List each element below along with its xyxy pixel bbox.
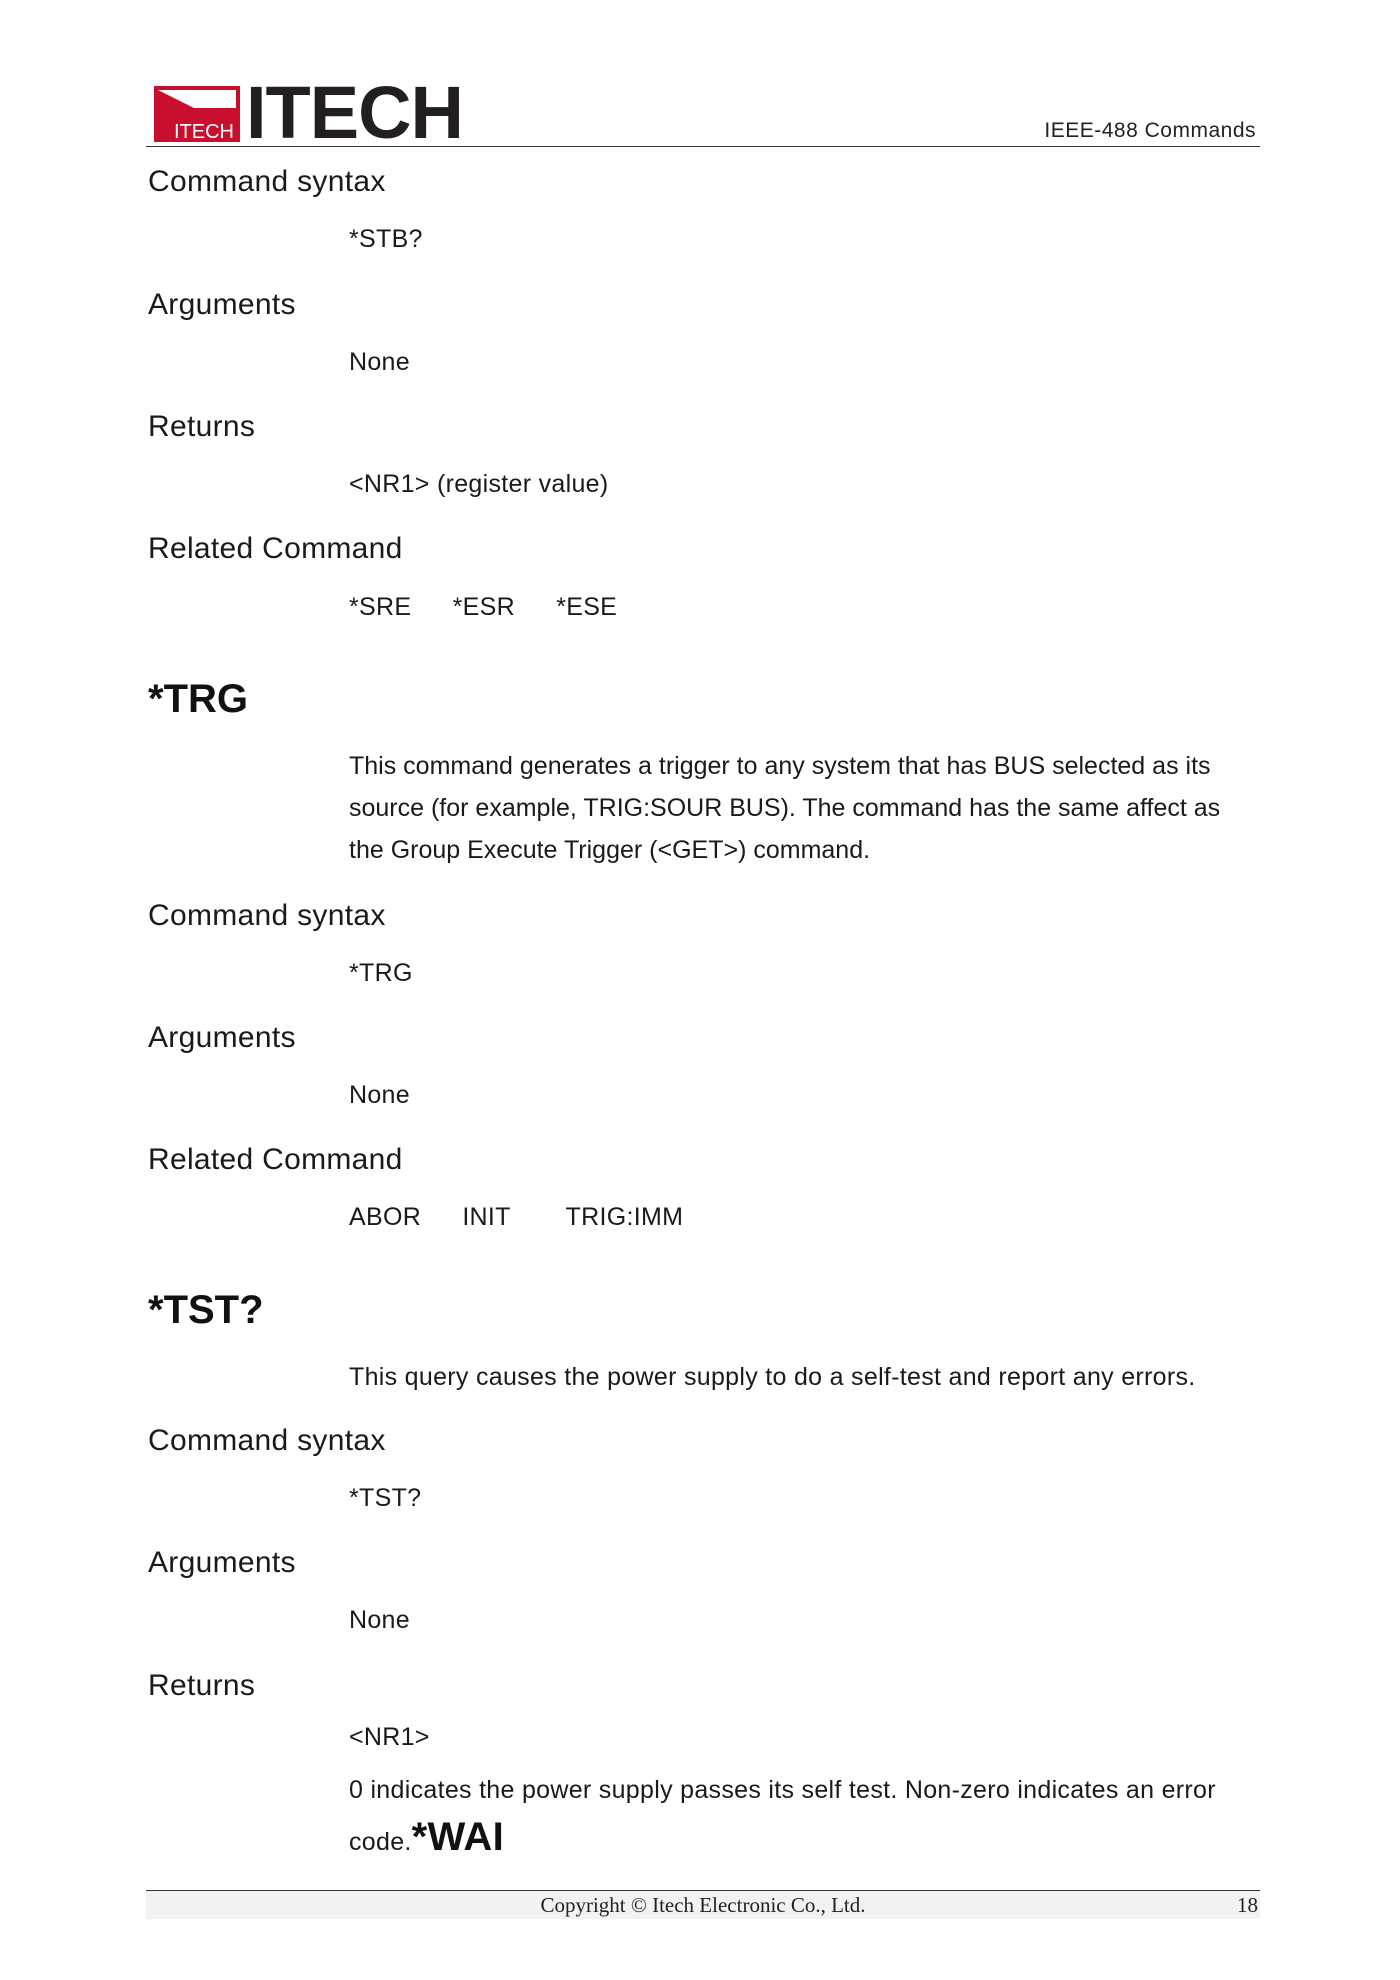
trg-related-label: Related Command xyxy=(148,1143,403,1176)
tst-returns-note xyxy=(349,1776,1269,1860)
stb-arguments-label: Arguments xyxy=(148,288,296,321)
stb-related-label: Related Command xyxy=(148,532,403,565)
tst-syntax: *TST? xyxy=(349,1484,422,1512)
wai-title: *WAI xyxy=(411,1815,504,1859)
related-command: ABOR xyxy=(349,1203,422,1231)
footer-copyright: Copyright © Itech Electronic Co., Ltd. xyxy=(540,1893,866,1917)
stb-syntax: *STB? xyxy=(349,225,423,253)
stb-syntax-label: Command syntax xyxy=(148,165,386,198)
related-command: *ESR xyxy=(452,593,515,621)
tst-returns-note-line xyxy=(349,1815,1269,1860)
trg-title: *TRG xyxy=(148,677,248,721)
trg-syntax-label: Command syntax xyxy=(148,899,386,932)
tst-returns: <NR1> xyxy=(349,1723,430,1751)
logo-badge-text: ITECH xyxy=(174,121,234,142)
page-header xyxy=(146,71,1260,154)
trg-syntax: *TRG xyxy=(349,959,413,987)
trg-related-list xyxy=(349,1203,683,1232)
tst-returns-label: Returns xyxy=(148,1669,256,1702)
trg-description-line: source (for example, TRIG:SOUR BUS). The command has the same affect as xyxy=(349,794,1221,822)
page-number: 18 xyxy=(1237,1893,1258,1917)
page-footer xyxy=(146,1890,1260,1919)
tst-arguments: None xyxy=(349,1606,410,1634)
stb-arguments: None xyxy=(349,348,410,376)
related-command: TRIG:IMM xyxy=(565,1203,684,1231)
logo-wordmark: ITECH xyxy=(246,71,463,154)
tst-returns-note-line: 0 indicates the power supply passes its self test. Non-zero indicates an error xyxy=(349,1776,1216,1804)
trg-description-line: This command generates a trigger to any system that has BUS selected as its xyxy=(349,752,1211,780)
related-command: *ESE xyxy=(556,593,618,621)
tst-returns-note-end: code. xyxy=(349,1828,412,1856)
stb-returns: <NR1> (register value) xyxy=(349,470,609,498)
header-section-title: IEEE-488 Commands xyxy=(1044,119,1256,142)
itech-logo-icon xyxy=(154,86,240,142)
trg-description xyxy=(349,745,1269,871)
trg-arguments: None xyxy=(349,1081,410,1109)
related-command: INIT xyxy=(462,1203,511,1231)
tst-syntax-label: Command syntax xyxy=(148,1424,386,1457)
tst-title: *TST? xyxy=(148,1288,264,1332)
tst-arguments-label: Arguments xyxy=(148,1546,296,1579)
related-command: *SRE xyxy=(349,593,412,621)
stb-related-list xyxy=(349,593,617,622)
trg-arguments-label: Arguments xyxy=(148,1021,296,1054)
itech-logo xyxy=(154,71,463,154)
trg-description-line: the Group Execute Trigger (<GET>) command. xyxy=(349,836,871,864)
stb-returns-label: Returns xyxy=(148,410,256,443)
tst-description: This query causes the power supply to do a self-test and report any errors. xyxy=(349,1363,1196,1391)
